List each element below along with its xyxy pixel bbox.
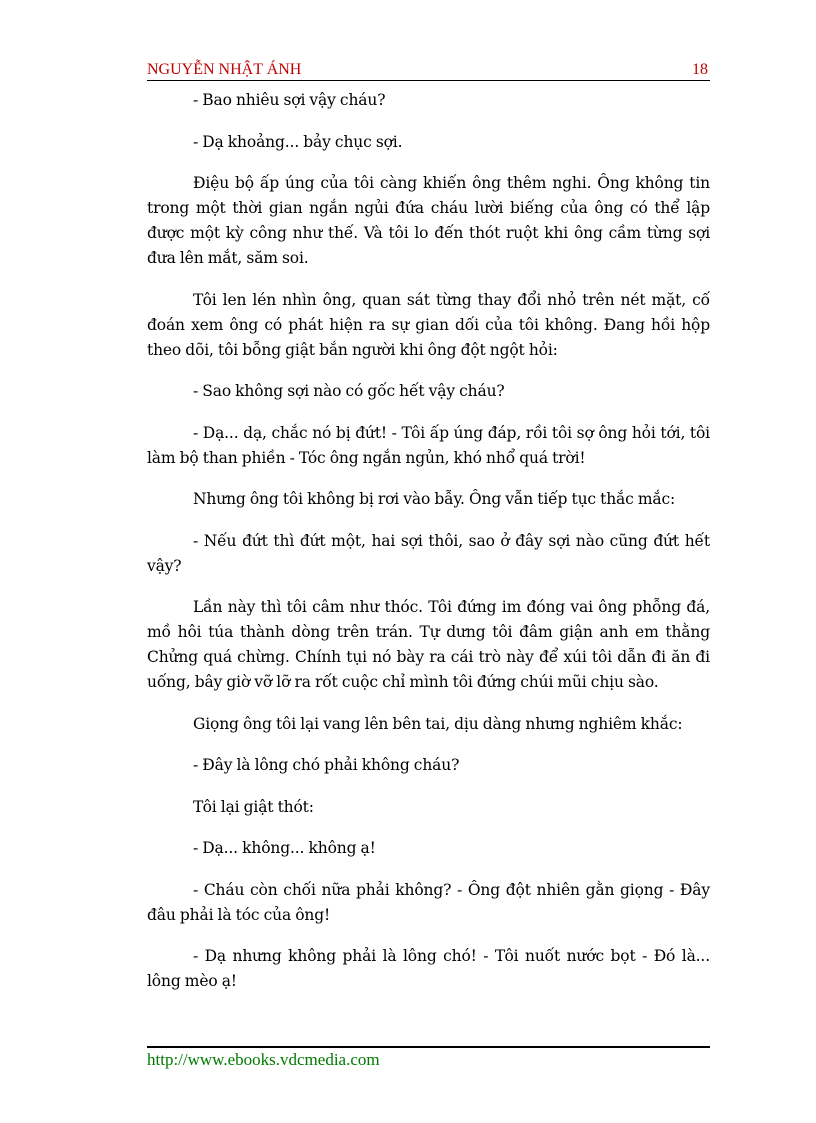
body-text (147, 88, 710, 1011)
paragraph: Điệu bộ ấp úng của tôi càng khiến ông thêm nghi. Ông không tin trong một thời gian ngắn ngủi đứa cháu lười biếng của ông có thể lập được một kỳ công như thế. Và tôi lo đến thót ruột khi ông cầm từng sợi đưa lên mắt, săm soi. (147, 174, 710, 267)
paragraph: - Dạ... dạ, chắc nó bị đứt! - Tôi ấp úng đáp, rồi tôi sợ ông hỏi tới, tôi làm bộ than phiền - Tóc ông ngắn ngủn, khó nhổ quá trời! (147, 423, 710, 467)
paragraph: - Dạ nhưng không phải là lông chó! - Tôi nuốt nước bọt - Đó là... lông mèo ạ! (147, 947, 710, 990)
footer-url[interactable]: http://www.ebooks.vdcmedia.com (147, 1050, 380, 1069)
paragraph: - Dạ khoảng... bảy chục sợi. (193, 132, 403, 151)
paragraph: - Đây là lông chó phải không cháu? (193, 756, 460, 774)
author-name: NGUYỄN NHẬT ÁNH (147, 61, 302, 78)
paragraph: - Bao nhiêu sợi vậy cháu? (193, 91, 386, 109)
paragraph: - Nếu đứt thì đứt một, hai sợi thôi, sao ở đây sợi nào cũng đứt hết vậy? (147, 531, 710, 575)
paragraph: Nhưng ông tôi không bị rơi vào bẫy. Ông vẫn tiếp tục thắc mắc: (193, 490, 676, 508)
page-number: 18 (692, 61, 708, 78)
page-header (147, 60, 710, 81)
paragraph: Tôi len lén nhìn ông, quan sát từng thay đổi nhỏ trên nét mặt, cố đoán xem ông có phát hiện ra sự gian dối của tôi không. Đang hồi hộp theo dõi, tôi bỗng giật bắn người khi ông đột ngột hỏi: (147, 290, 710, 359)
paragraph: Tôi lại giật thót: (193, 797, 314, 816)
paragraph: Lần này thì tôi câm như thóc. Tôi đứng im đóng vai ông phỗng đá, mồ hôi túa thành dòng trên trán. Tự dưng tôi đâm giận anh em thằng Chửng quá chừng. Chính tụi nó bày ra cái trò này để xúi tôi dẫn đi ăn đi uống, bây giờ vỡ lỡ ra rốt cuộc chỉ mình tôi đứng chúi mũi chịu sào. (147, 598, 710, 691)
paragraph: - Dạ... không... không ạ! (193, 839, 376, 857)
page-footer (147, 1046, 710, 1070)
paragraph: Giọng ông tôi lại vang lên bên tai, dịu dàng nhưng nghiêm khắc: (193, 714, 683, 733)
paragraph: - Sao không sợi nào có gốc hết vậy cháu? (193, 382, 505, 400)
paragraph: - Cháu còn chối nữa phải không? - Ông đột nhiên gằn giọng - Đây đâu phải là tóc của ông! (147, 880, 710, 924)
